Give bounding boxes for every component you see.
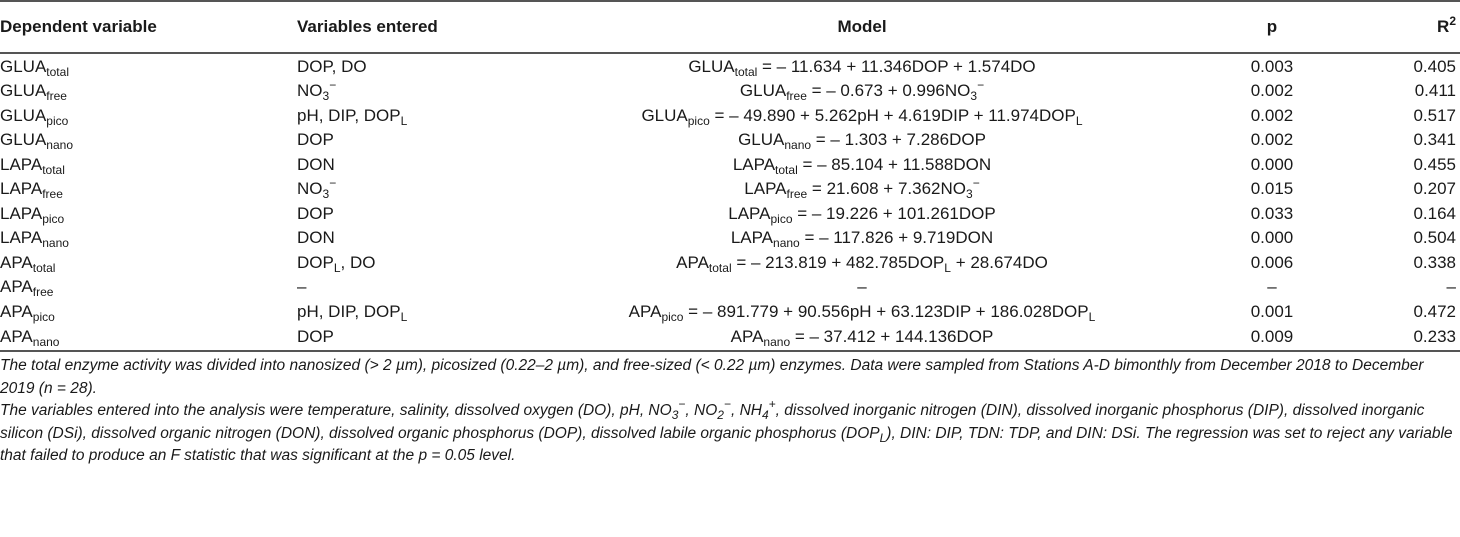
subscript-text: total xyxy=(32,260,56,275)
cell-dependent-variable xyxy=(0,79,297,104)
text-segment: = – 11.634 + 11.346DOP + 1.574DO xyxy=(757,56,1036,76)
cell-r-squared: 0.472 xyxy=(1413,301,1456,321)
text-segment: GLUA xyxy=(0,130,47,150)
cell-model xyxy=(527,128,1197,153)
superscript-text: − xyxy=(678,397,686,411)
text-segment: APA xyxy=(0,327,33,346)
text-segment: LAPA xyxy=(728,203,771,223)
cell-dependent-variable xyxy=(0,226,297,251)
subscript-text: free xyxy=(786,89,807,104)
cell-dependent-variable xyxy=(0,152,297,177)
cell-dependent-variable xyxy=(0,299,297,324)
text-segment: GLUA xyxy=(739,81,787,101)
text-segment: = – 37.412 + 144.136DOP xyxy=(790,327,994,346)
text-segment: NO xyxy=(297,179,323,199)
text-segment: APA xyxy=(676,252,709,272)
text-segment: DON xyxy=(297,228,335,248)
cell-variables-entered xyxy=(297,250,527,275)
text-segment: + 28.674DO xyxy=(950,252,1048,272)
subscript-text: free xyxy=(32,285,54,300)
text-segment: LAPA xyxy=(0,154,43,174)
subscript-text: free xyxy=(42,187,63,202)
cell-p-value: 0.006 xyxy=(1250,252,1294,272)
table-row xyxy=(0,299,1460,324)
cell-model xyxy=(527,177,1197,202)
text-segment: = – 85.104 + 11.588DON xyxy=(797,154,992,174)
cell-p-value: 0.002 xyxy=(1250,105,1294,125)
cell-r-squared: 0.455 xyxy=(1413,154,1456,174)
superscript-text: − xyxy=(329,78,337,93)
cell-p-value: – xyxy=(1267,277,1277,297)
subscript-text: pico xyxy=(661,309,684,324)
cell-variables-entered xyxy=(297,103,527,128)
subscript-text: L xyxy=(400,113,408,128)
text-segment: APA xyxy=(0,277,33,297)
cell-dependent-variable xyxy=(0,128,297,153)
superscript-text: + xyxy=(768,397,776,411)
cell-model xyxy=(527,152,1197,177)
text-segment: ), DIN: DIP, TDN: TDP, and DIN: DSi. The regression was set to reject any variable that failed to produce an F statistic that was significant at the p = 0.05 level. xyxy=(0,424,1453,464)
cell-p-value: 0.033 xyxy=(1250,203,1294,223)
cell-model xyxy=(527,250,1197,275)
text-segment: = – 117.826 + 9.719DON xyxy=(799,228,994,248)
cell-model xyxy=(527,201,1197,226)
subscript-text: 3 xyxy=(966,187,973,202)
text-segment: LAPA xyxy=(0,179,43,199)
text-segment: GLUA xyxy=(0,105,47,125)
subscript-text: nano xyxy=(32,335,60,349)
header-variables-entered: Variables entered xyxy=(297,1,527,53)
text-segment: DOP xyxy=(297,252,334,272)
text-segment: , NH xyxy=(730,402,762,419)
text-segment: pH, DIP, DOP xyxy=(297,301,401,321)
text-segment: LAPA xyxy=(732,154,776,174)
superscript-text: − xyxy=(723,397,731,411)
subscript-text: free xyxy=(46,89,67,104)
text-segment: GLUA xyxy=(0,81,47,101)
header-p: p xyxy=(1197,1,1347,53)
text-segment: APA xyxy=(628,301,662,321)
cell-model xyxy=(527,299,1197,324)
subscript-text: L xyxy=(333,260,341,275)
cell-r-squared: 0.517 xyxy=(1413,105,1456,125)
cell-model xyxy=(527,103,1197,128)
subscript-text: total xyxy=(734,64,758,79)
cell-r-squared: 0.411 xyxy=(1414,81,1456,101)
subscript-text: 3 xyxy=(322,187,330,202)
text-segment: LAPA xyxy=(0,228,43,248)
text-segment: NO xyxy=(297,81,323,101)
cell-dependent-variable xyxy=(0,201,297,226)
text-segment: APA xyxy=(0,301,33,321)
table-body xyxy=(0,53,1460,351)
subscript-text: L xyxy=(1088,309,1096,324)
cell-p-value: 0.002 xyxy=(1250,130,1294,150)
text-segment: DON xyxy=(297,154,335,174)
text-segment: = 21.608 + 7.362NO xyxy=(807,179,966,199)
cell-r-squared: 0.233 xyxy=(1347,324,1460,351)
text-segment: = – 891.779 + 90.556pH + 63.123DIP + 186.028DOP xyxy=(683,301,1089,321)
cell-r-squared: 0.338 xyxy=(1413,252,1456,272)
subscript-text: pico xyxy=(32,309,55,324)
cell-model xyxy=(527,275,1197,300)
text-segment: GLUA xyxy=(688,56,735,76)
text-segment: = – 0.673 + 0.996NO xyxy=(806,81,971,101)
text-segment: The variables entered into the analysis were temperature, salinity, dissolved oxygen (DO), pH, NO xyxy=(0,402,672,419)
cell-p-value: 0.015 xyxy=(1250,179,1294,199)
cell-variables-entered xyxy=(297,201,527,226)
cell-p-value: 0.000 xyxy=(1250,154,1294,174)
subscript-text: L xyxy=(879,430,887,445)
cell-variables-entered xyxy=(297,324,527,351)
cell-variables-entered xyxy=(297,128,527,153)
subscript-text: free xyxy=(786,187,808,202)
subscript-text: nano xyxy=(773,236,800,251)
cell-variables-entered xyxy=(297,53,527,79)
subscript-text: nano xyxy=(42,236,69,251)
header-r-squared-base: R xyxy=(1437,17,1450,36)
text-segment: , NO xyxy=(685,402,718,419)
table-row xyxy=(0,53,1460,79)
table-row xyxy=(0,103,1460,128)
subscript-text: pico xyxy=(770,211,793,226)
cell-variables-entered xyxy=(297,299,527,324)
subscript-text: nano xyxy=(784,138,812,153)
table-footnotes xyxy=(0,355,1460,468)
text-segment: GLUA xyxy=(641,105,688,125)
subscript-text: 4 xyxy=(761,408,769,422)
text-segment: DOP xyxy=(297,130,334,150)
cell-dependent-variable xyxy=(0,103,297,128)
text-segment: = – 213.819 + 482.785DOP xyxy=(731,252,945,272)
table-row xyxy=(0,201,1460,226)
table-header xyxy=(0,1,1460,53)
text-segment: The total enzyme activity was divided into nanosized (> 2 µm), picosized (0.22–2 µm), and free-sized (< 0.22 µm) enzymes. Data were sampled from Stations A-D bimonthly from December 2018 to December 2019 (n = 28). xyxy=(0,357,1424,397)
text-segment: APA xyxy=(0,252,33,272)
table-row xyxy=(0,324,1460,351)
subscript-text: pico xyxy=(42,211,65,226)
header-r-squared-exponent: 2 xyxy=(1449,14,1456,28)
header-model: Model xyxy=(527,1,1197,53)
table-row xyxy=(0,128,1460,153)
subscript-text: 3 xyxy=(970,89,978,104)
superscript-text: − xyxy=(329,176,337,191)
text-segment: LAPA xyxy=(730,228,774,248)
header-r-squared xyxy=(1347,1,1460,53)
cell-variables-entered xyxy=(297,177,527,202)
cell-r-squared: 0.207 xyxy=(1413,179,1456,199)
cell-variables-entered xyxy=(297,79,527,104)
text-segment: DOP xyxy=(297,327,334,346)
cell-r-squared: 0.164 xyxy=(1413,203,1456,223)
text-segment: – xyxy=(297,277,307,297)
text-segment: – xyxy=(857,277,867,297)
cell-r-squared: – xyxy=(1446,277,1456,297)
subscript-text: pico xyxy=(46,113,69,128)
footnote-paragraph xyxy=(0,355,1460,400)
text-segment: APA xyxy=(730,327,764,346)
subscript-text: 3 xyxy=(322,89,330,104)
subscript-text: total xyxy=(42,162,65,177)
cell-p-value: 0.009 xyxy=(1197,324,1347,351)
subscript-text: 2 xyxy=(717,408,724,422)
table-row xyxy=(0,250,1460,275)
text-segment: GLUA xyxy=(0,56,47,76)
cell-p-value: 0.000 xyxy=(1250,228,1294,248)
header-dependent-variable: Dependent variable xyxy=(0,1,297,53)
cell-variables-entered xyxy=(297,152,527,177)
cell-dependent-variable xyxy=(0,250,297,275)
cell-p-value: 0.002 xyxy=(1250,81,1294,101)
cell-variables-entered xyxy=(297,275,527,300)
cell-model xyxy=(527,226,1197,251)
subscript-text: total xyxy=(708,260,732,275)
cell-model xyxy=(527,324,1197,351)
table-row xyxy=(0,275,1460,300)
cell-variables-entered xyxy=(297,226,527,251)
table-row xyxy=(0,79,1460,104)
text-segment: LAPA xyxy=(0,203,43,223)
text-segment: LAPA xyxy=(744,179,787,199)
footnote-paragraph xyxy=(0,397,1460,468)
cell-r-squared: 0.341 xyxy=(1413,130,1456,150)
subscript-text: 3 xyxy=(671,408,679,422)
cell-r-squared: 0.504 xyxy=(1413,228,1456,248)
table-row xyxy=(0,152,1460,177)
text-segment: = – 19.226 + 101.261DOP xyxy=(792,203,996,223)
subscript-text: total xyxy=(46,64,69,79)
cell-model xyxy=(527,79,1197,104)
text-segment: DOP xyxy=(297,203,334,223)
header-row xyxy=(0,1,1460,53)
text-segment: , DO xyxy=(340,252,376,272)
subscript-text: L xyxy=(1075,113,1083,128)
text-segment: = – 1.303 + 7.286DOP xyxy=(811,130,986,150)
cell-p-value: 0.003 xyxy=(1250,56,1294,76)
cell-dependent-variable xyxy=(0,53,297,79)
superscript-text: − xyxy=(972,176,980,191)
superscript-text: − xyxy=(977,78,985,93)
text-segment: , dissolved inorganic nitrogen (DIN), dissolved inorganic phosphorus (DIP), dissolved inorganic silicon (DSi), dissolved organic nitrogen (DON), dissolved organic phosphorus (DOP), dissolved labile organic phosphorus (DOP xyxy=(0,402,1425,442)
subscript-text: pico xyxy=(687,113,710,128)
text-segment: = – 49.890 + 5.262pH + 4.619DIP + 11.974DOP xyxy=(709,105,1076,125)
text-segment: GLUA xyxy=(738,130,785,150)
text-segment: pH, DIP, DOP xyxy=(297,105,401,125)
text-segment: DOP, DO xyxy=(297,56,367,76)
subscript-text: nano xyxy=(763,335,791,349)
cell-p-value: 0.001 xyxy=(1250,301,1294,321)
subscript-text: total xyxy=(775,162,798,177)
cell-dependent-variable xyxy=(0,324,297,351)
cell-model xyxy=(527,53,1197,79)
table-row xyxy=(0,177,1460,202)
subscript-text: L xyxy=(944,260,951,275)
table-row xyxy=(0,226,1460,251)
cell-r-squared: 0.405 xyxy=(1413,56,1456,76)
subscript-text: nano xyxy=(46,138,73,153)
cell-dependent-variable xyxy=(0,177,297,202)
subscript-text: L xyxy=(400,309,408,324)
cell-dependent-variable xyxy=(0,275,297,300)
